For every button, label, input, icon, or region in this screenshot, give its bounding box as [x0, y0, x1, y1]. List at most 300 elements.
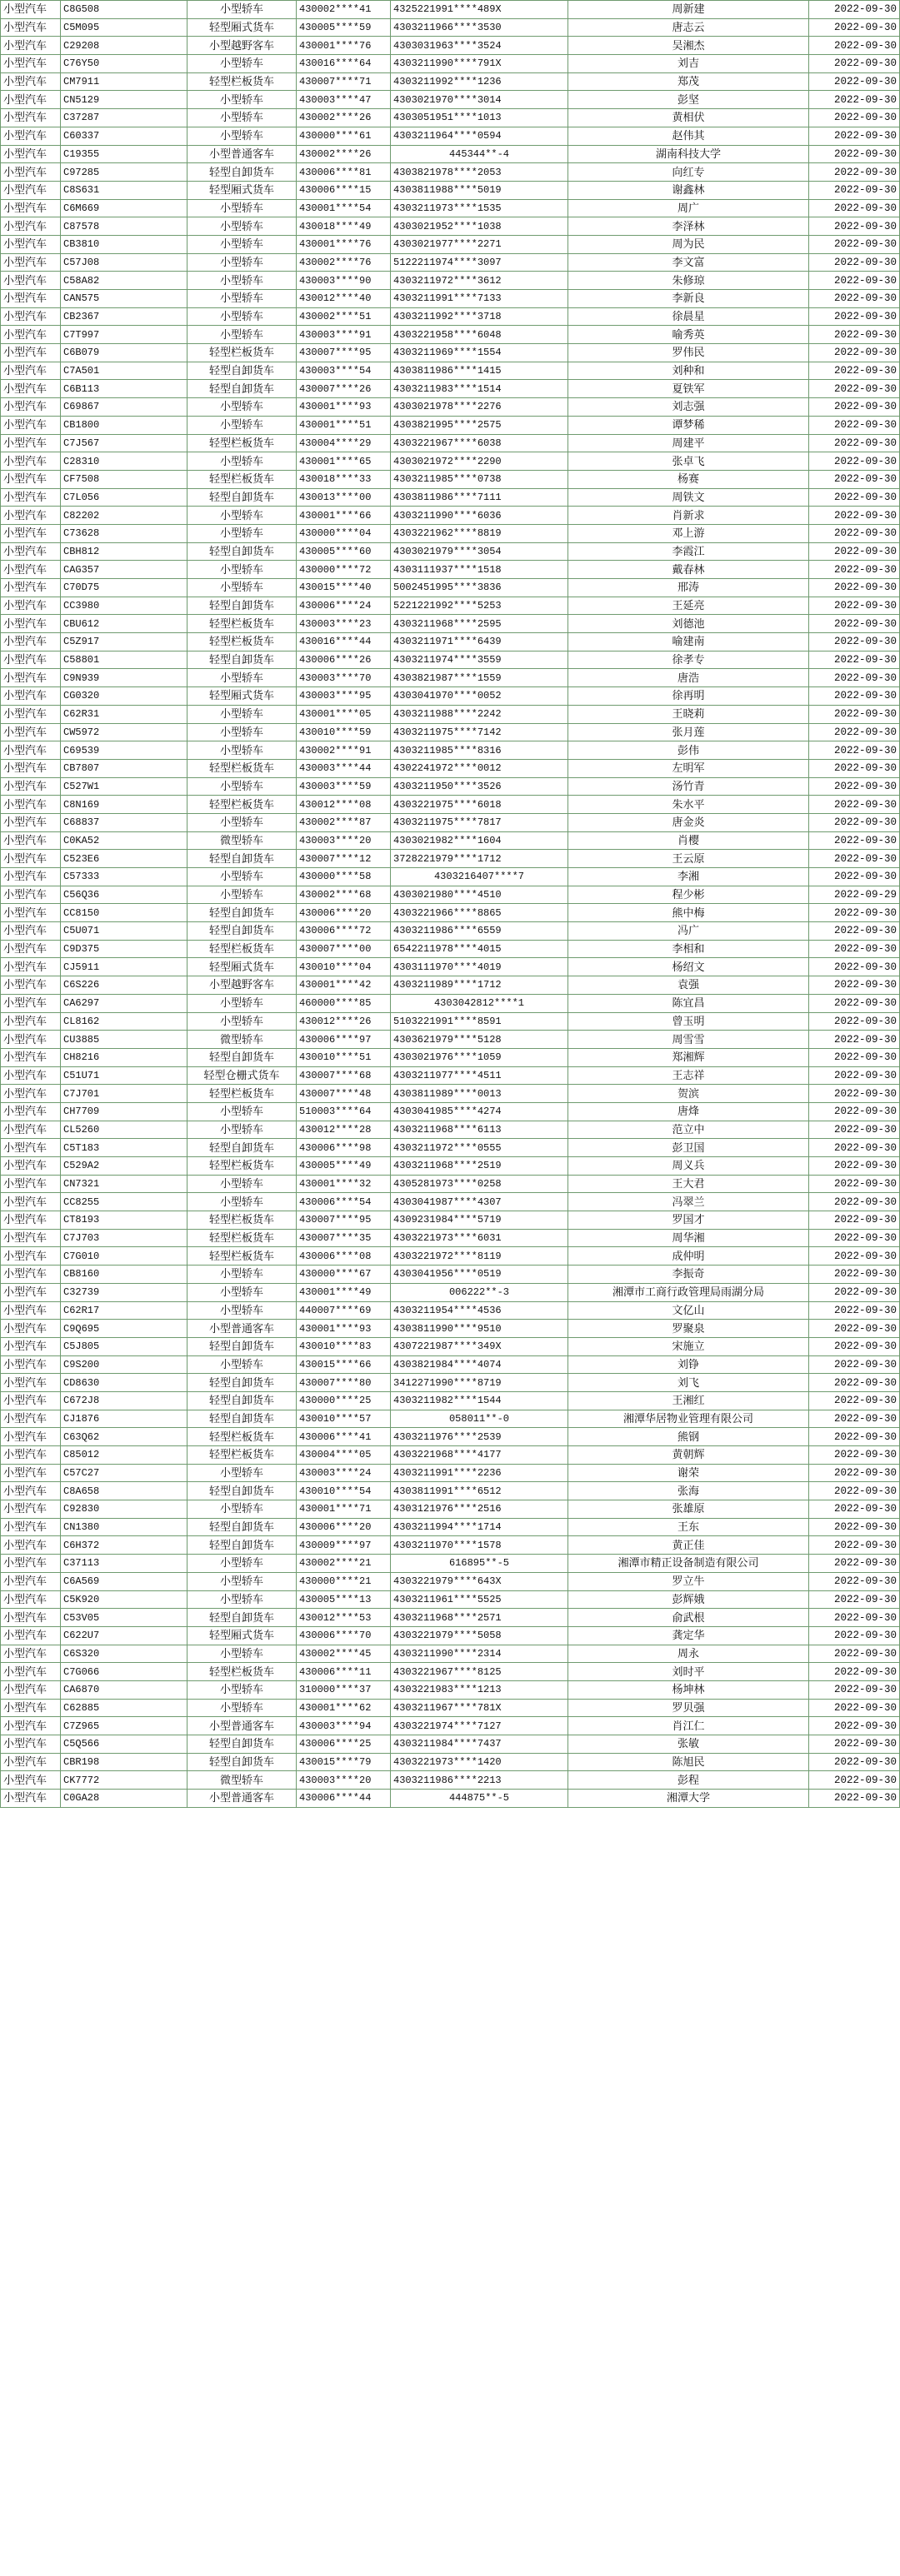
plate-number-cell: C9S200: [61, 1355, 188, 1374]
table-row: [1, 1085, 900, 1103]
owner-name-cell: 湘潭大学: [568, 1790, 809, 1808]
date-cell: 2022-09-30: [809, 687, 900, 706]
id-number-cell: 4303021978****2276: [391, 398, 568, 417]
owner-name-cell: 罗伟民: [568, 344, 809, 362]
owner-name-cell: 李振奇: [568, 1266, 809, 1284]
vehicle-category-cell: 小型汽车: [1, 452, 61, 471]
owner-code-cell: 430010****83: [297, 1337, 391, 1355]
vehicle-category-cell: 小型汽车: [1, 723, 61, 741]
plate-number-cell: C6H372: [61, 1536, 188, 1555]
plate-number-cell: CBU612: [61, 615, 188, 633]
owner-code-cell: 430000****21: [297, 1572, 391, 1590]
plate-number-cell: C7J703: [61, 1229, 188, 1247]
vehicle-type-cell: 小型轿车: [188, 723, 297, 741]
id-number-cell: 4303211966****3530: [391, 18, 568, 37]
vehicle-category-cell: 小型汽车: [1, 127, 61, 145]
table-row: [1, 1283, 900, 1301]
plate-number-cell: C5J805: [61, 1337, 188, 1355]
id-number-cell: 4303221979****643X: [391, 1572, 568, 1590]
plate-number-cell: C82202: [61, 507, 188, 525]
plate-number-cell: CA6297: [61, 994, 188, 1012]
plate-number-cell: C53V05: [61, 1609, 188, 1627]
plate-number-cell: C87578: [61, 217, 188, 236]
plate-number-cell: C58A82: [61, 272, 188, 290]
table-row: [1, 18, 900, 37]
table-row: [1, 434, 900, 452]
owner-code-cell: 430010****04: [297, 958, 391, 976]
vehicle-category-cell: 小型汽车: [1, 398, 61, 417]
plate-number-cell: CW5972: [61, 723, 188, 741]
vehicle-category-cell: 小型汽车: [1, 1102, 61, 1121]
vehicle-type-cell: 小型轿车: [188, 1121, 297, 1139]
id-number-cell: 5103221991****8591: [391, 1012, 568, 1031]
owner-name-cell: 刘志强: [568, 398, 809, 417]
owner-code-cell: 430003****20: [297, 1771, 391, 1790]
table-row: [1, 1355, 900, 1374]
date-cell: 2022-09-30: [809, 1626, 900, 1645]
plate-number-cell: C7J567: [61, 434, 188, 452]
vehicle-type-cell: 轻型自卸货车: [188, 904, 297, 922]
table-row: [1, 1121, 900, 1139]
id-number-cell: 3412271990****8719: [391, 1374, 568, 1392]
table-row: [1, 1699, 900, 1717]
id-number-cell: 4303211971****6439: [391, 633, 568, 651]
vehicle-type-cell: 小型轿车: [188, 1500, 297, 1519]
vehicle-category-cell: 小型汽车: [1, 1446, 61, 1465]
owner-name-cell: 徐孝专: [568, 651, 809, 669]
owner-code-cell: 430005****59: [297, 18, 391, 37]
table-row: [1, 1464, 900, 1482]
table-row: [1, 1031, 900, 1049]
plate-number-cell: CB3810: [61, 235, 188, 253]
date-cell: 2022-09-30: [809, 272, 900, 290]
table-row: [1, 181, 900, 199]
vehicle-type-cell: 轻型栏板货车: [188, 1428, 297, 1446]
owner-code-cell: 510003****64: [297, 1102, 391, 1121]
table-row: [1, 1175, 900, 1193]
vehicle-category-cell: 小型汽车: [1, 1229, 61, 1247]
owner-code-cell: 430001****62: [297, 1699, 391, 1717]
owner-name-cell: 周广: [568, 199, 809, 217]
owner-name-cell: 喻建南: [568, 633, 809, 651]
plate-number-cell: C7J701: [61, 1085, 188, 1103]
plate-number-cell: C32739: [61, 1283, 188, 1301]
table-row: [1, 290, 900, 308]
vehicle-type-cell: 小型轿车: [188, 307, 297, 326]
date-cell: 2022-09-30: [809, 1735, 900, 1754]
table-row: [1, 1536, 900, 1555]
owner-code-cell: 430007****35: [297, 1229, 391, 1247]
vehicle-category-cell: 小型汽车: [1, 1301, 61, 1320]
table-row: [1, 199, 900, 217]
owner-code-cell: 430001****65: [297, 452, 391, 471]
date-cell: 2022-09-30: [809, 507, 900, 525]
owner-code-cell: 430006****25: [297, 1735, 391, 1754]
table-row: [1, 1482, 900, 1500]
date-cell: 2022-09-30: [809, 597, 900, 615]
owner-name-cell: 彭卫国: [568, 1139, 809, 1157]
owner-name-cell: 罗聚泉: [568, 1320, 809, 1338]
owner-name-cell: 成仲明: [568, 1247, 809, 1266]
date-cell: 2022-09-30: [809, 163, 900, 182]
vehicle-category-cell: 小型汽车: [1, 759, 61, 777]
date-cell: 2022-09-30: [809, 1790, 900, 1808]
plate-number-cell: CM7911: [61, 72, 188, 91]
vehicle-category-cell: 小型汽车: [1, 470, 61, 488]
table-row: [1, 235, 900, 253]
id-number-cell: 4303021982****1604: [391, 831, 568, 850]
date-cell: 2022-09-30: [809, 1301, 900, 1320]
table-row: [1, 741, 900, 760]
id-number-cell: 4303221973****6031: [391, 1229, 568, 1247]
vehicle-type-cell: 轻型栏板货车: [188, 1229, 297, 1247]
plate-number-cell: CB7807: [61, 759, 188, 777]
plate-number-cell: C5T183: [61, 1139, 188, 1157]
table-row: [1, 55, 900, 73]
owner-code-cell: 460000****85: [297, 994, 391, 1012]
owner-code-cell: 430001****49: [297, 1283, 391, 1301]
vehicle-category-cell: 小型汽车: [1, 542, 61, 561]
owner-code-cell: 430001****05: [297, 705, 391, 723]
vehicle-category-cell: 小型汽车: [1, 1175, 61, 1193]
plate-number-cell: C7T997: [61, 326, 188, 344]
table-row: [1, 922, 900, 941]
vehicle-category-cell: 小型汽车: [1, 1337, 61, 1355]
vehicle-type-cell: 轻型自卸货车: [188, 1735, 297, 1754]
id-number-cell: 4303042812****1: [391, 994, 568, 1012]
owner-code-cell: 430006****81: [297, 163, 391, 182]
table-row: [1, 831, 900, 850]
vehicle-category-cell: 小型汽车: [1, 1031, 61, 1049]
date-cell: 2022-09-30: [809, 1555, 900, 1573]
owner-name-cell: 程少彬: [568, 886, 809, 904]
date-cell: 2022-09-30: [809, 326, 900, 344]
owner-name-cell: 刘铮: [568, 1355, 809, 1374]
vehicle-category-cell: 小型汽车: [1, 55, 61, 73]
owner-name-cell: 宋施立: [568, 1337, 809, 1355]
table-row: [1, 1645, 900, 1663]
vehicle-type-cell: 轻型栏板货车: [188, 940, 297, 958]
id-number-cell: 4303021952****1038: [391, 217, 568, 236]
date-cell: 2022-09-30: [809, 1175, 900, 1193]
date-cell: 2022-09-30: [809, 651, 900, 669]
vehicle-category-cell: 小型汽车: [1, 1482, 61, 1500]
owner-code-cell: 430004****29: [297, 434, 391, 452]
id-number-cell: 3728221979****1712: [391, 850, 568, 868]
plate-number-cell: C57C27: [61, 1464, 188, 1482]
vehicle-category-cell: 小型汽车: [1, 1572, 61, 1590]
owner-name-cell: 刘时平: [568, 1663, 809, 1681]
vehicle-type-cell: 小型轿车: [188, 1283, 297, 1301]
plate-number-cell: CN5129: [61, 91, 188, 109]
table-row: [1, 452, 900, 471]
plate-number-cell: C6B113: [61, 380, 188, 398]
owner-name-cell: 罗国才: [568, 1211, 809, 1230]
plate-number-cell: C6B079: [61, 344, 188, 362]
vehicle-type-cell: 轻型自卸货车: [188, 1482, 297, 1500]
plate-number-cell: C69867: [61, 398, 188, 417]
owner-code-cell: 430018****33: [297, 470, 391, 488]
vehicle-category-cell: 小型汽车: [1, 1735, 61, 1754]
plate-number-cell: C62R17: [61, 1301, 188, 1320]
vehicle-category-cell: 小型汽车: [1, 1066, 61, 1085]
date-cell: 2022-09-30: [809, 1102, 900, 1121]
table-row: [1, 1266, 900, 1284]
plate-number-cell: C57J08: [61, 253, 188, 272]
date-cell: 2022-09-30: [809, 181, 900, 199]
date-cell: 2022-09-30: [809, 253, 900, 272]
table-row: [1, 253, 900, 272]
plate-number-cell: C672J8: [61, 1391, 188, 1410]
vehicle-type-cell: 轻型自卸货车: [188, 380, 297, 398]
id-number-cell: 4303211983****1514: [391, 380, 568, 398]
vehicle-type-cell: 小型轿车: [188, 1355, 297, 1374]
id-number-cell: 4303021972****2290: [391, 452, 568, 471]
owner-code-cell: 310000****37: [297, 1680, 391, 1699]
table-row: [1, 272, 900, 290]
vehicle-category-cell: 小型汽车: [1, 1121, 61, 1139]
id-number-cell: 4303221968****4177: [391, 1446, 568, 1465]
plate-number-cell: CJ5911: [61, 958, 188, 976]
owner-name-cell: 冯翠兰: [568, 1193, 809, 1211]
id-number-cell: 4303211992****1236: [391, 72, 568, 91]
vehicle-type-cell: 轻型自卸货车: [188, 922, 297, 941]
id-number-cell: 4303121976****2516: [391, 1500, 568, 1519]
date-cell: 2022-09-30: [809, 579, 900, 597]
plate-number-cell: CN1380: [61, 1518, 188, 1536]
vehicle-type-cell: 小型轿车: [188, 452, 297, 471]
owner-name-cell: 赵伟其: [568, 127, 809, 145]
owner-code-cell: 430003****24: [297, 1464, 391, 1482]
id-number-cell: 4303041970****0052: [391, 687, 568, 706]
id-number-cell: 4303221967****6038: [391, 434, 568, 452]
vehicle-type-cell: 小型轿车: [188, 886, 297, 904]
id-number-cell: 4303211950****3526: [391, 777, 568, 796]
owner-name-cell: 夏铁军: [568, 380, 809, 398]
vehicle-type-cell: 小型越野客车: [188, 976, 297, 995]
owner-name-cell: 袁强: [568, 976, 809, 995]
owner-name-cell: 彭坚: [568, 91, 809, 109]
vehicle-type-cell: 轻型栏板货车: [188, 434, 297, 452]
plate-number-cell: C63Q62: [61, 1428, 188, 1446]
vehicle-type-cell: 小型轿车: [188, 217, 297, 236]
owner-code-cell: 430005****60: [297, 542, 391, 561]
date-cell: 2022-09-30: [809, 904, 900, 922]
table-row: [1, 542, 900, 561]
vehicle-type-cell: 轻型厢式货车: [188, 18, 297, 37]
plate-number-cell: C523E6: [61, 850, 188, 868]
owner-name-cell: 杨绍文: [568, 958, 809, 976]
vehicle-category-cell: 小型汽车: [1, 507, 61, 525]
id-number-cell: 4303811986****7111: [391, 488, 568, 507]
owner-code-cell: 430006****26: [297, 651, 391, 669]
id-number-cell: 4303211989****1712: [391, 976, 568, 995]
id-number-cell: 4303221974****7127: [391, 1717, 568, 1735]
owner-name-cell: 刘吉: [568, 55, 809, 73]
table-row: [1, 1572, 900, 1590]
vehicle-category-cell: 小型汽车: [1, 579, 61, 597]
plate-number-cell: CC8150: [61, 904, 188, 922]
vehicle-category-cell: 小型汽车: [1, 1374, 61, 1392]
vehicle-type-cell: 小型轿车: [188, 1175, 297, 1193]
owner-name-cell: 彭程: [568, 1771, 809, 1790]
vehicle-category-cell: 小型汽车: [1, 1139, 61, 1157]
owner-code-cell: 430000****72: [297, 561, 391, 579]
owner-name-cell: 罗贝强: [568, 1699, 809, 1717]
id-number-cell: 4303021970****3014: [391, 91, 568, 109]
date-cell: 2022-09-30: [809, 868, 900, 886]
vehicle-type-cell: 小型轿车: [188, 1572, 297, 1590]
owner-code-cell: 430006****54: [297, 1193, 391, 1211]
owner-name-cell: 向红专: [568, 163, 809, 182]
table-row: [1, 1753, 900, 1771]
id-number-cell: 5221221992****5253: [391, 597, 568, 615]
vehicle-type-cell: 轻型栏板货车: [188, 72, 297, 91]
id-number-cell: 4307221987****349X: [391, 1337, 568, 1355]
date-cell: 2022-09-30: [809, 1139, 900, 1157]
plate-number-cell: C85012: [61, 1446, 188, 1465]
id-number-cell: 4303216407****7: [391, 868, 568, 886]
owner-code-cell: 430003****47: [297, 91, 391, 109]
owner-code-cell: 430007****95: [297, 344, 391, 362]
id-number-cell: 4303211986****6559: [391, 922, 568, 941]
owner-code-cell: 430003****23: [297, 615, 391, 633]
date-cell: 2022-09-30: [809, 127, 900, 145]
plate-number-cell: C9D375: [61, 940, 188, 958]
id-number-cell: 4303211990****791X: [391, 55, 568, 73]
vehicle-category-cell: 小型汽车: [1, 669, 61, 687]
owner-name-cell: 俞武根: [568, 1609, 809, 1627]
table-row: [1, 1590, 900, 1609]
id-number-cell: 4303821984****4074: [391, 1355, 568, 1374]
owner-code-cell: 430006****20: [297, 1518, 391, 1536]
date-cell: 2022-09-30: [809, 759, 900, 777]
vehicle-type-cell: 小型普通客车: [188, 1717, 297, 1735]
vehicle-type-cell: 小型轿车: [188, 253, 297, 272]
date-cell: 2022-09-30: [809, 91, 900, 109]
id-number-cell: 4303211969****1554: [391, 344, 568, 362]
owner-name-cell: 王云原: [568, 850, 809, 868]
table-row: [1, 1771, 900, 1790]
date-cell: 2022-09-30: [809, 1428, 900, 1446]
plate-number-cell: C8G508: [61, 1, 188, 19]
owner-name-cell: 李新良: [568, 290, 809, 308]
table-row: [1, 597, 900, 615]
owner-code-cell: 430006****98: [297, 1139, 391, 1157]
vehicle-type-cell: 轻型自卸货车: [188, 651, 297, 669]
date-cell: 2022-09-30: [809, 922, 900, 941]
plate-number-cell: CB8160: [61, 1266, 188, 1284]
owner-name-cell: 喻秀英: [568, 326, 809, 344]
id-number-cell: 4303221975****6018: [391, 796, 568, 814]
date-cell: 2022-09-30: [809, 1717, 900, 1735]
vehicle-type-cell: 小型普通客车: [188, 1320, 297, 1338]
date-cell: 2022-09-30: [809, 1572, 900, 1590]
plate-number-cell: CC8255: [61, 1193, 188, 1211]
vehicle-type-cell: 小型轿车: [188, 272, 297, 290]
date-cell: 2022-09-30: [809, 488, 900, 507]
owner-code-cell: 430001****54: [297, 199, 391, 217]
owner-name-cell: 李文富: [568, 253, 809, 272]
vehicle-category-cell: 小型汽车: [1, 416, 61, 434]
owner-code-cell: 430006****20: [297, 904, 391, 922]
owner-code-cell: 430003****54: [297, 362, 391, 380]
vehicle-type-cell: 小型轿车: [188, 1301, 297, 1320]
vehicle-type-cell: 小型轿车: [188, 1193, 297, 1211]
table-row: [1, 1211, 900, 1230]
id-number-cell: 4303811986****1415: [391, 362, 568, 380]
id-number-cell: 4303021977****2271: [391, 235, 568, 253]
plate-number-cell: CAG357: [61, 561, 188, 579]
vehicle-type-cell: 小型轿车: [188, 1012, 297, 1031]
date-cell: 2022-09-30: [809, 1500, 900, 1519]
vehicle-category-cell: 小型汽车: [1, 705, 61, 723]
id-number-cell: 4303221972****8119: [391, 1247, 568, 1266]
date-cell: 2022-09-30: [809, 796, 900, 814]
table-row: [1, 759, 900, 777]
owner-name-cell: 刘种和: [568, 362, 809, 380]
plate-number-cell: C76Y50: [61, 55, 188, 73]
table-row: [1, 109, 900, 127]
vehicle-category-cell: 小型汽车: [1, 1283, 61, 1301]
date-cell: 2022-09-30: [809, 1771, 900, 1790]
vehicle-type-cell: 轻型仓栅式货车: [188, 1066, 297, 1085]
owner-name-cell: 曾玉明: [568, 1012, 809, 1031]
vehicle-type-cell: 小型轿车: [188, 868, 297, 886]
plate-number-cell: C62R31: [61, 705, 188, 723]
date-cell: 2022-09-30: [809, 1211, 900, 1230]
vehicle-type-cell: 轻型自卸货车: [188, 163, 297, 182]
owner-name-cell: 王东: [568, 1518, 809, 1536]
date-cell: 2022-09-30: [809, 633, 900, 651]
vehicle-type-cell: 轻型自卸货车: [188, 1048, 297, 1066]
date-cell: 2022-09-30: [809, 398, 900, 417]
id-number-cell: 4303811991****6512: [391, 1482, 568, 1500]
vehicle-category-cell: 小型汽车: [1, 1428, 61, 1446]
vehicle-category-cell: 小型汽车: [1, 1518, 61, 1536]
table-row: [1, 470, 900, 488]
id-number-cell: 4303211976****2539: [391, 1428, 568, 1446]
vehicle-type-cell: 轻型自卸货车: [188, 1337, 297, 1355]
vehicle-category-cell: 小型汽车: [1, 1699, 61, 1717]
date-cell: 2022-09-30: [809, 1229, 900, 1247]
owner-name-cell: 王志祥: [568, 1066, 809, 1085]
plate-number-cell: C0KA52: [61, 831, 188, 850]
vehicle-category-cell: 小型汽车: [1, 1085, 61, 1103]
plate-number-cell: C28310: [61, 452, 188, 471]
id-number-cell: 4303111970****4019: [391, 958, 568, 976]
date-cell: 2022-09-30: [809, 1410, 900, 1428]
vehicle-category-cell: 小型汽车: [1, 777, 61, 796]
id-number-cell: 4303211975****7142: [391, 723, 568, 741]
date-cell: 2022-09-30: [809, 199, 900, 217]
date-cell: 2022-09-30: [809, 380, 900, 398]
vehicle-type-cell: 小型轿车: [188, 813, 297, 831]
owner-code-cell: 430001****66: [297, 507, 391, 525]
owner-name-cell: 徐晨星: [568, 307, 809, 326]
owner-code-cell: 430001****93: [297, 398, 391, 417]
owner-code-cell: 430007****48: [297, 1085, 391, 1103]
plate-number-cell: C57333: [61, 868, 188, 886]
table-row: [1, 362, 900, 380]
table-row: [1, 1446, 900, 1465]
vehicle-type-cell: 轻型栏板货车: [188, 615, 297, 633]
id-number-cell: 4303221973****1420: [391, 1753, 568, 1771]
plate-number-cell: C5Q566: [61, 1735, 188, 1754]
id-number-cell: 4303621979****5128: [391, 1031, 568, 1049]
owner-code-cell: 430013****00: [297, 488, 391, 507]
date-cell: 2022-09-30: [809, 470, 900, 488]
